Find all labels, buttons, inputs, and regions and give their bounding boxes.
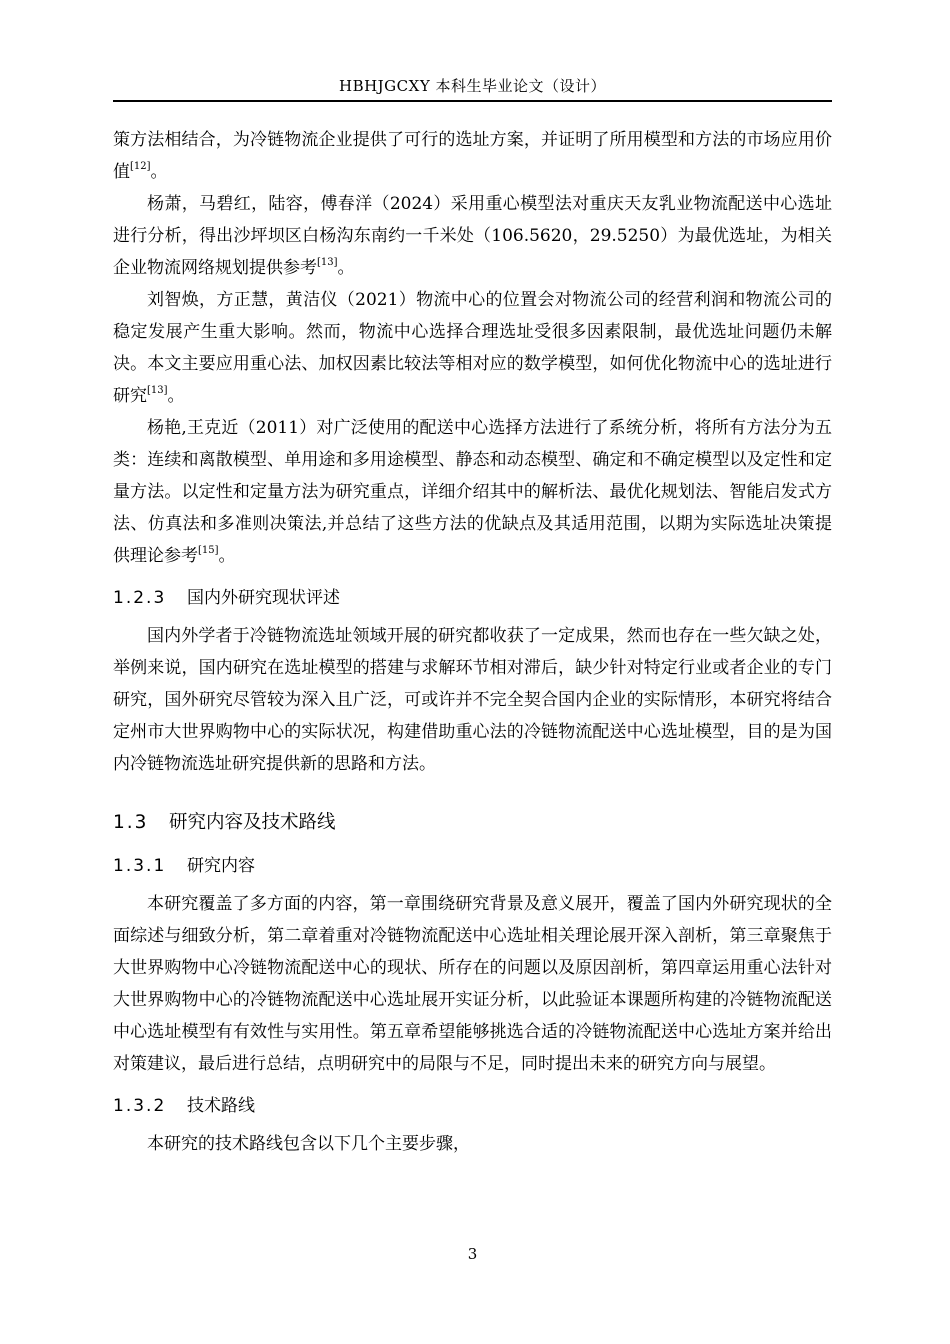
- running-header: HBHJGCXY 本科生毕业论文（设计）: [338, 77, 606, 95]
- page-body: [113, 124, 832, 1160]
- paragraph: 国内外学者于冷链物流选址领域开展的研究都收获了一定成果，然而也存在一些欠缺之处，举例来说，国内研究在选址模型的搭建与求解环节相对滞后，缺少针对特定行业或者企业的专门研究，国外研究尽管较为深入且广泛，可或许并不完全契合国内企业的实际情形，本研究将结合定州市大世界购物中心的实际状况，构建借助重心法的冷链物流配送中心选址模型，目的是为国内冷链物流选址研究提供新的思路和方法。: [113, 626, 832, 774]
- paragraph: 杨萧，马碧红，陆容，傅春洋（2024）采用重心模型法对重庆天友乳业物流配送中心选址进行分析，得出沙坪坝区白杨沟东南约一千米处（106.5620，29.5250）为最优选址，为相关企业物流网络规划提供参考[13]。: [113, 194, 832, 278]
- page-number: 3: [467, 1245, 478, 1263]
- section-number: 1.3.1: [113, 856, 167, 876]
- section-number: 1.2.3: [113, 588, 167, 608]
- section-title: 研究内容: [187, 856, 255, 876]
- section-title: 国内外研究现状评述: [187, 588, 340, 608]
- citation-ref[interactable]: [15]: [198, 545, 219, 557]
- section-title: 技术路线: [187, 1096, 255, 1116]
- paragraph: 刘智焕，方正慧，黄洁仪（2021）物流中心的位置会对物流公司的经营利润和物流公司的稳定发展产生重大影响。然而，物流中心选择合理选址受很多因素限制，最优选址问题仍未解决。本文主要应用重心法、加权因素比较法等相对应的数学模型，如何优化物流中心的选址进行研究[13]。: [113, 290, 832, 406]
- paragraph: 本研究的技术路线包含以下几个主要步骤，: [147, 1134, 470, 1154]
- paragraph: 杨艳,王克近（2011）对广泛使用的配送中心选择方法进行了系统分析，将所有方法分为五类：连续和离散模型、单用途和多用途模型、静态和动态模型、确定和不确定模型以及定性和定量方法。以定性和定量方法为研究重点，详细介绍其中的解析法、最优化规划法、智能启发式方法、仿真法和多准则决策法,并总结了这些方法的优缺点及其适用范围，以期为实际选址决策提供理论参考[15]。: [113, 418, 832, 566]
- citation-ref[interactable]: [13]: [147, 385, 168, 397]
- paragraph-continued: 策方法相结合，为冷链物流企业提供了可行的选址方案，并证明了所用模型和方法的市场应用价值[12]。: [113, 130, 832, 182]
- section-heading-1-3: [113, 806, 832, 840]
- section-heading-1-2-3: [113, 582, 832, 614]
- section-number: 1.3: [113, 812, 149, 833]
- paragraph: 本研究覆盖了多方面的内容，第一章围绕研究背景及意义展开，覆盖了国内外研究现状的全面综述与细致分析，第二章着重对冷链物流配送中心选址相关理论展开深入剖析，第三章聚焦于大世界购物中心冷链物流配送中心的现状、所存在的问题以及原因剖析，第四章运用重心法针对大世界购物中心的冷链物流配送中心选址展开实证分析，以此验证本课题所构建的冷链物流配送中心选址模型有有效性与实用性。第五章希望能够挑选合适的冷链物流配送中心选址方案并给出对策建议，最后进行总结，点明研究中的局限与不足，同时提出未来的研究方向与展望。: [113, 894, 832, 1074]
- section-heading-1-3-1: [113, 850, 832, 882]
- header-rule: [113, 100, 832, 102]
- section-title: 研究内容及技术路线: [169, 812, 336, 833]
- citation-ref[interactable]: [12]: [130, 161, 151, 173]
- section-number: 1.3.2: [113, 1096, 167, 1116]
- citation-ref[interactable]: [13]: [317, 257, 338, 269]
- section-heading-1-3-2: [113, 1090, 832, 1122]
